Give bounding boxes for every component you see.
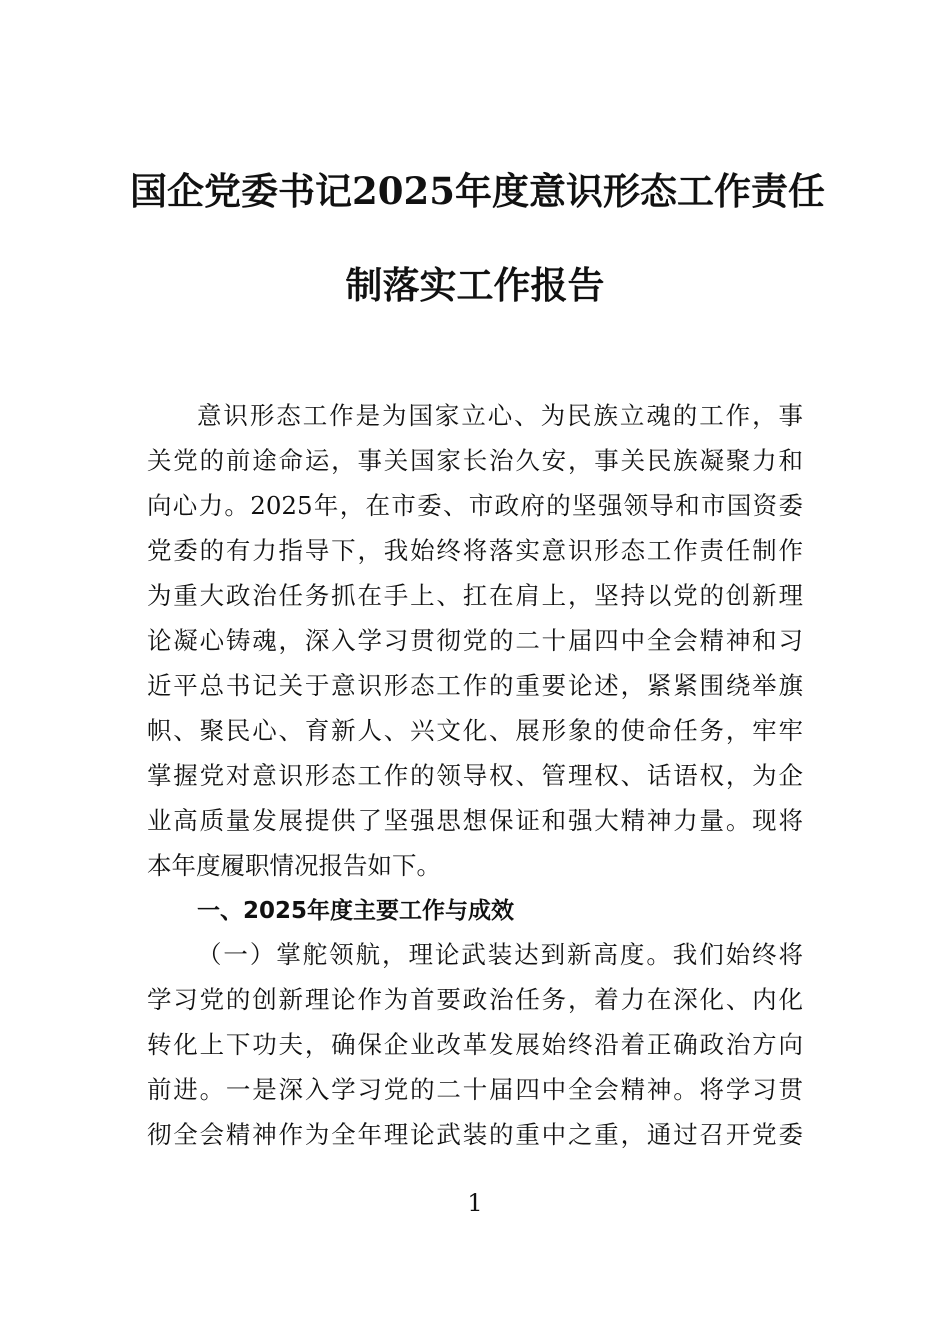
paragraph-1-line: 本年度履职情况报告如下。 <box>147 851 441 880</box>
paragraph-1-line: 党委的有力指导下，我始终将落实意识形态工作责任制作 <box>147 536 803 565</box>
document-title-line-2: 制落实工作报告 <box>345 263 605 307</box>
paragraph-1-line: 论凝心铸魂，深入学习贯彻党的二十届四中全会精神和习 <box>147 626 803 655</box>
paragraph-1-line: 掌握党对意识形态工作的领导权、管理权、话语权，为企 <box>147 761 803 790</box>
paragraph-1-line: 帜、聚民心、育新人、兴文化、展形象的使命任务，牢牢 <box>147 716 803 745</box>
document-title-line-1: 国企党委书记2025年度意识形态工作责任 <box>130 169 825 213</box>
paragraph-1-line: 业高质量发展提供了坚强思想保证和强大精神力量。现将 <box>147 806 803 835</box>
paragraph-1-line: 为重大政治任务抓在手上、扛在肩上，坚持以党的创新理 <box>147 581 803 610</box>
paragraph-2-line: 转化上下功夫，确保企业改革发展始终沿着正确政治方向 <box>147 1030 803 1059</box>
section-1-heading: 一、2025年度主要工作与成效 <box>197 898 515 924</box>
paragraph-2-line: 前进。一是深入学习党的二十届四中全会精神。将学习贯 <box>147 1075 803 1104</box>
paragraph-1-line: 近平总书记关于意识形态工作的重要论述，紧紧围绕举旗 <box>147 671 803 700</box>
page-number: 1 <box>467 1189 483 1217</box>
paragraph-2-line: 学习党的创新理论作为首要政治任务，着力在深化、内化 <box>147 985 803 1014</box>
paragraph-2-line: （一）掌舵领航，理论武装达到新高度。我们始终将 <box>197 940 803 969</box>
paragraph-1-line: 意识形态工作是为国家立心、为民族立魂的工作，事 <box>197 401 803 430</box>
paragraph-1-line: 关党的前途命运，事关国家长治久安，事关民族凝聚力和 <box>147 446 803 475</box>
paragraph-2-line: 彻全会精神作为全年理论武装的重中之重，通过召开党委 <box>147 1120 803 1149</box>
paragraph-1-line: 向心力。2025年，在市委、市政府的坚强领导和市国资委 <box>147 491 803 520</box>
